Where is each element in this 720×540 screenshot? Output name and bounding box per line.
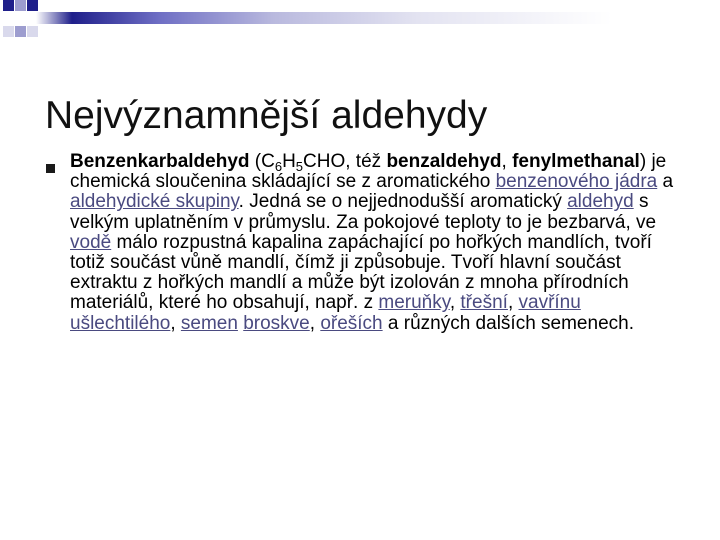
link-cherries[interactable]: třešní — [460, 292, 508, 314]
text-segment: ) je chemická sloučenina skládající se z aromatického — [70, 151, 667, 193]
link-laurel[interactable]: vavřínu ušlechtilého — [70, 292, 581, 334]
link-seeds[interactable]: semen — [180, 312, 238, 334]
link-aldehyde-group[interactable]: aldehydické skupiny — [70, 191, 239, 213]
decor-square — [3, 0, 14, 11]
link-aldehyde[interactable]: aldehyd — [567, 191, 634, 213]
text-segment: , — [501, 151, 513, 172]
header-gradient-bar — [0, 12, 720, 24]
link-walnuts[interactable]: ořeších — [320, 312, 383, 334]
text-segment: . Jedná se o nejjednodušší aromatický — [238, 191, 568, 213]
text-segment: s velkým uplatněním v průmyslu. Za pokojové teploty to je bezbarvá, ve — [70, 191, 657, 233]
text-segment: , — [507, 292, 519, 314]
compound-name: Benzenkarbaldehyd — [70, 151, 250, 172]
text-segment: CHO, též — [303, 151, 387, 172]
slide-title: Nejvýznamnější aldehydy — [45, 94, 488, 138]
decor-square — [3, 26, 14, 37]
link-benzene-ring[interactable]: benzenového jádra — [495, 171, 658, 193]
text-segment: , — [170, 312, 181, 334]
alt-name: fenylmethanal — [512, 151, 640, 172]
text-segment: (C — [249, 151, 275, 172]
subscript: 5 — [295, 159, 304, 174]
decor-square — [15, 0, 26, 11]
decor-square — [27, 26, 38, 37]
decorative-squares — [0, 0, 130, 50]
link-water[interactable]: vodě — [70, 231, 112, 253]
text-segment: málo rozpustná kapalina zapáchající po hořkých mandlích, tvoří totiž součást vůně mandlí, čímž ji způsobuje. Tvoří hlavní součást extraktu z hořkých mandlí a může být izolován z mnoha přírodních materiálů, které ho obsahují, např. z — [70, 231, 652, 314]
decor-square — [15, 26, 26, 37]
text-segment: , — [449, 292, 461, 314]
link-apricots[interactable]: meruňky — [378, 292, 450, 314]
link-peach[interactable]: broskve — [243, 312, 310, 334]
text-segment: a různých dalších semenech. — [382, 312, 634, 334]
alt-name: benzaldehyd — [386, 151, 502, 172]
text-segment: a — [657, 171, 674, 193]
text-segment: H — [282, 151, 296, 172]
bullet-square-icon — [46, 164, 55, 173]
content-paragraph — [70, 152, 690, 334]
subscript: 6 — [274, 159, 283, 174]
text-segment: , — [309, 312, 321, 334]
decor-square — [27, 0, 38, 11]
